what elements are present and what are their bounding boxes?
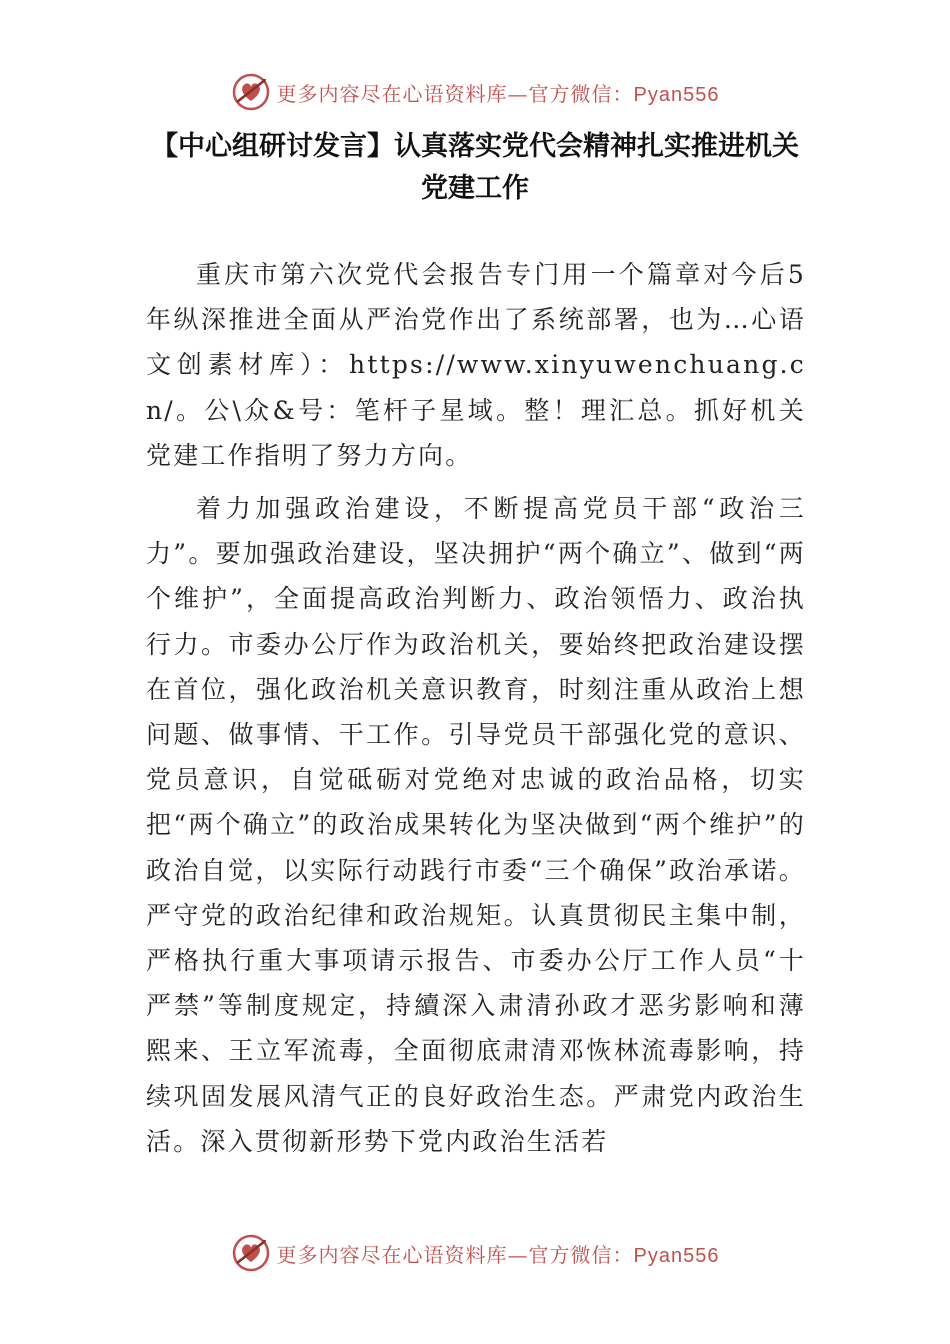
heart-logo-icon [231,1233,271,1273]
paragraph: 重庆市第六次党代会报告专门用一个篇章对今后5 年纵深推进全面从严治党作出了系统部署，也为…心语文创素材库）：https://www.xinyuwenchuang.cn/。公\众&号：笔杆子星域。整！理汇总。抓好机关党建工作指明了努力方向。 [146,260,806,470]
title-line-1: 【中心组研讨发言】认真落实党代会精神扎实推进机关 [151,131,799,162]
title-line-2: 党建工作 [421,173,529,204]
banner-separator: — [507,81,529,106]
banner-separator: — [507,1242,529,1267]
header-banner [0,70,950,114]
document-body [146,252,806,1172]
document-title [130,126,820,210]
banner-text: 更多内容尽在心语资料库 [276,81,508,106]
paragraph: 着力加强政治建设，不断提高党员干部“政治三力”。要加强政治建设，坚决拥护“两个确立”、做到“两个维护”，全面提高政治判断力、政治领悟力、政治执行力。市委办公厅作为政治机关，要始终把政治建设摆在首位，强化政治机关意识教育，时刻注重从政治上想问题、做事情、干工作。引导党员干部强化党的意识、党员意识，自觉砥砺对党绝对忠诚的政治品格，切实把“两个确立”的政治成果转化为坚决做到“两个维护”的政治自觉，以实际行动践行市委“三个确保”政治承诺。严守党的政治纪律和政治规矩。认真贯彻民主集中制，严格执行重大事项请示报告、市委办公厅工作人员“十严禁”等制度规定，持續深入肃清孙政才恶劣影响和薄熙来、王立军流毒，全面彻底肃清邓恢林流毒影响，持续巩固发展风清气正的良好政治生态。严肃党内政治生活。深入贯彻新形势下党内政治生活若 [146,494,806,1156]
wechat-id: Pyan556 [633,1244,720,1267]
banner-text: 更多内容尽在心语资料库 [276,1242,508,1267]
footer-banner [0,1231,950,1275]
wechat-label: 官方微信： [528,1242,634,1267]
heart-logo-icon [231,72,271,112]
wechat-id: Pyan556 [633,83,720,106]
wechat-label: 官方微信： [528,81,634,106]
